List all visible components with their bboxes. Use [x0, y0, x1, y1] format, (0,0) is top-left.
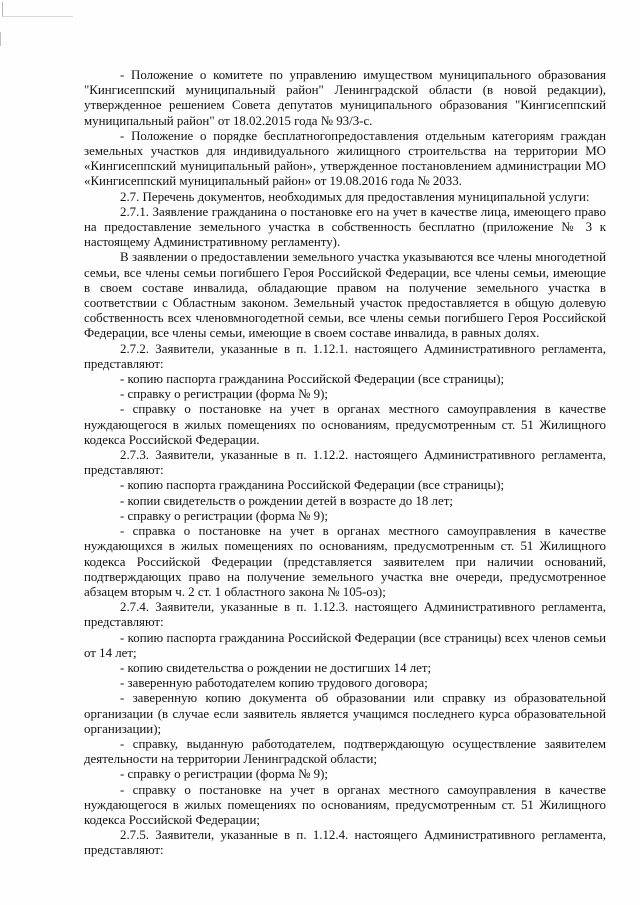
scan-corner-mark [2, 2, 73, 17]
list-item: - справку, выданную работодателем, подтверждающую осуществление заявителем деятельности на территории Ленинградской области; [84, 736, 606, 767]
paragraph-2-7-3: 2.7.3. Заявители, указанные в п. 1.12.2. настоящего Административного регламента, представляют: [84, 448, 606, 478]
list-item: - копию свидетельства о рождении не достигших 14 лет; [120, 660, 432, 675]
paragraph-2-7-heading: 2.7. Перечень документов, необходимых для предоставления муниципальной услуги: [120, 189, 590, 204]
paragraph-application-members: В заявлении о предоставлении земельного участка указываются все члены многодетной семьи, все члены семьи погибшего Героя Российской Федерации, все члены семьи, имеющие в своем составе инвалида, обладающие правом на получение земельного участка в соответствии с Областным законом. Земельный участок предоставляется в общую долевую собственность всех членовмногодетной семьи, все члены семьи погибшего Героя Российской Федерации, все члены семьи, имеющие в своем составе инвалида, в равных долях. [84, 250, 606, 341]
paragraph-2-7-5: 2.7.5. Заявители, указанные в п. 1.12.4. настоящего Административного регламента, представляют: [84, 828, 606, 858]
list-item: - заверенную работодателем копию трудового договора; [120, 676, 428, 691]
list-item: - копии свидетельств о рождении детей в возрасте до 18 лет; [120, 493, 453, 508]
paragraph-2-7-2: 2.7.2. Заявители, указанные в п. 1.12.1. настоящего Административного регламента, представляют: [84, 341, 606, 371]
list-item: - справку о регистрации (форма № 9); [120, 387, 328, 402]
paragraph-2-7-4: 2.7.4. Заявители, указанные в п. 1.12.3. настоящего Административного регламента, представляют: [84, 600, 606, 630]
scan-edge-mark [0, 32, 1, 46]
list-item: - справку о регистрации (форма № 9); [120, 767, 328, 782]
list-item: - копию паспорта гражданина Российской Федерации (все страницы) всех членов семьи от 14 лет; [84, 630, 606, 660]
list-item: - справку о регистрации (форма № 9); [120, 508, 328, 523]
list-item: - справку о постановке на учет в органах местного самоуправления в качестве нуждающегося в жилых помещениях по основаниям, предусмотренным ст. 51 Жилищного кодекса Российской Федерации; [84, 782, 606, 827]
list-item: - справку о постановке на учет в органах местного самоуправления в качестве нуждающегося в жилых помещениях по основаниям, предусмотренным ст. 51 Жилищного кодекса Российской Федерации. [84, 402, 606, 447]
document-body [84, 68, 606, 859]
list-item: - заверенную копию документа об образовании или справку из образовательной организации (в случае если заявитель является учащимся последнего курса образовательной организации); [84, 691, 606, 736]
paragraph-2-7-1: 2.7.1. Заявление гражданина о постановке его на учет в качестве лица, имеющего право на предоставление земельного участка в собственность бесплатно (приложение № 3 к настоящему Административному регламенту). [84, 204, 606, 250]
list-item: - копию паспорта гражданина Российской Федерации (все страницы); [120, 372, 505, 387]
paragraph-free-land-regulation: - Положение о порядке бесплатногопредоставления отдельным категориям граждан земельных участков для индивидуального жилищного строительства на территории МО «Кингисеппский муниципальный район», утвержденное постановлением администрации МО «Кингисеппский муниципальный район» от 19.08.2016 года № 2033. [84, 128, 606, 189]
list-item: - копию паспорта гражданина Российской Федерации (все страницы); [120, 478, 505, 493]
paragraph-committee-regulation: - Положение о комитете по управлению имуществом муниципального образования "Кингисеппский муниципальный район" Ленинградской области (в новой редакции), утвержденное решением Совета депутатов муниципального образования "Кингисеппский муниципальный район" от 18.02.2015 года № 93/3-с. [84, 68, 606, 128]
list-item: - справка о постановке на учет в органах местного самоуправления в качестве нуждающихся в жилых помещениях по основаниям, предусмотренным ст. 51 Жилищного кодекса Российской Федерации (представляется заявителем при наличии оснований, подтверждающих право на получение земельного участка вне очереди, предусмотренное абзацем вторым ч. 2 ст. 1 областного закона № 105-оз); [84, 524, 606, 599]
